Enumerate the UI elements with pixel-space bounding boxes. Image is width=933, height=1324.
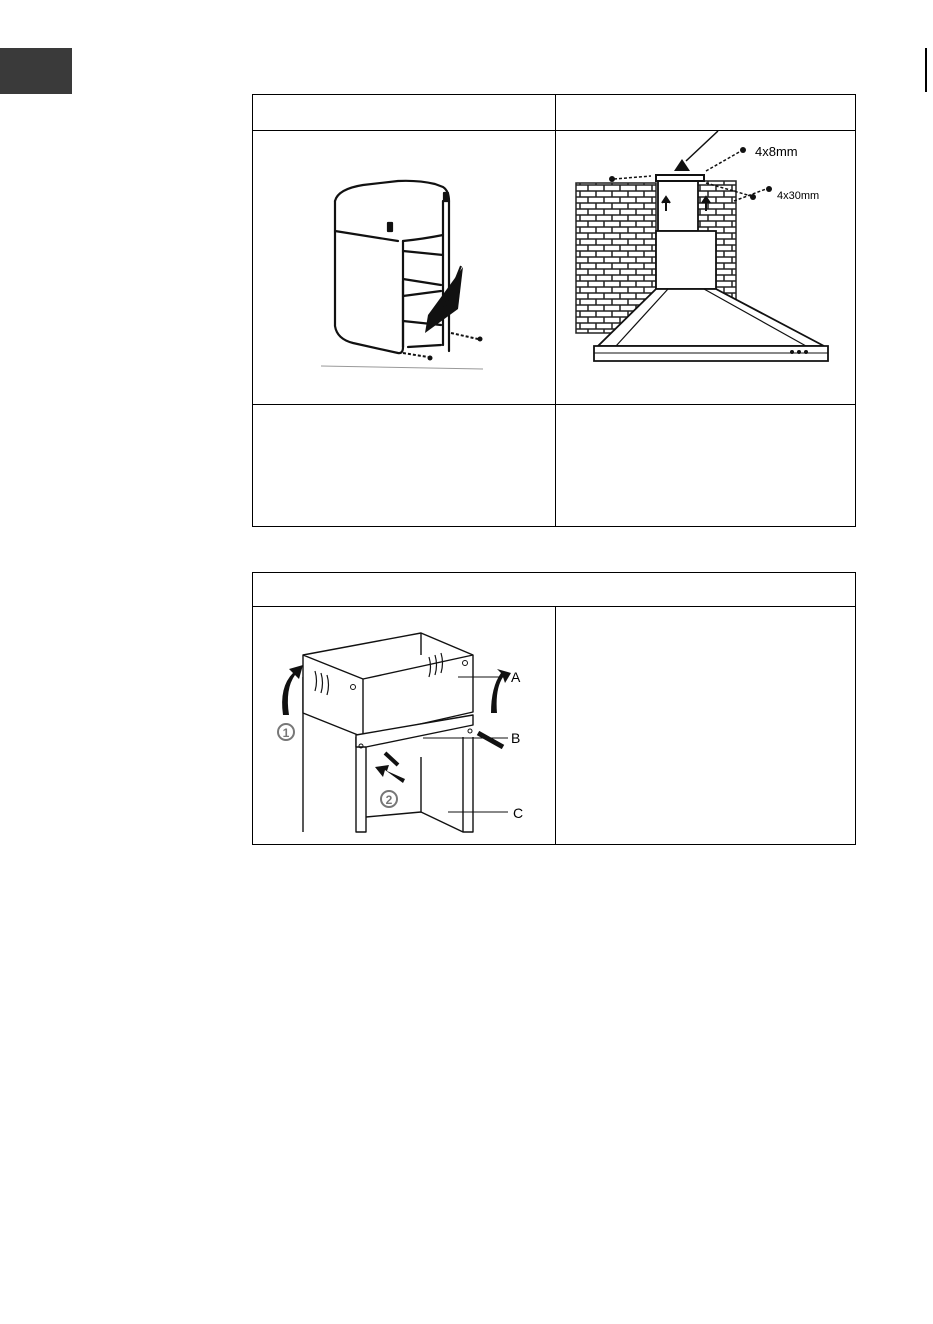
part-label-a: A bbox=[511, 669, 521, 685]
chimney-assembly-figure bbox=[253, 607, 555, 845]
part-label-c: C bbox=[513, 805, 524, 821]
part-label-b: B bbox=[511, 730, 521, 746]
row-divider bbox=[253, 404, 855, 405]
screw-label-4x8: 4x8mm bbox=[755, 144, 798, 159]
chimney-cover-figure bbox=[253, 131, 555, 404]
language-tab bbox=[0, 48, 72, 94]
hood-installation-figure bbox=[556, 131, 855, 404]
installation-table-1 bbox=[252, 94, 856, 527]
screw-label-4x30: 4x30mm bbox=[777, 190, 820, 202]
page-edge-mark bbox=[925, 48, 927, 92]
step-2-label: 2 bbox=[385, 793, 393, 807]
column-divider bbox=[555, 607, 556, 844]
step-1-label: 1 bbox=[282, 726, 290, 740]
installation-table-2 bbox=[252, 572, 856, 845]
